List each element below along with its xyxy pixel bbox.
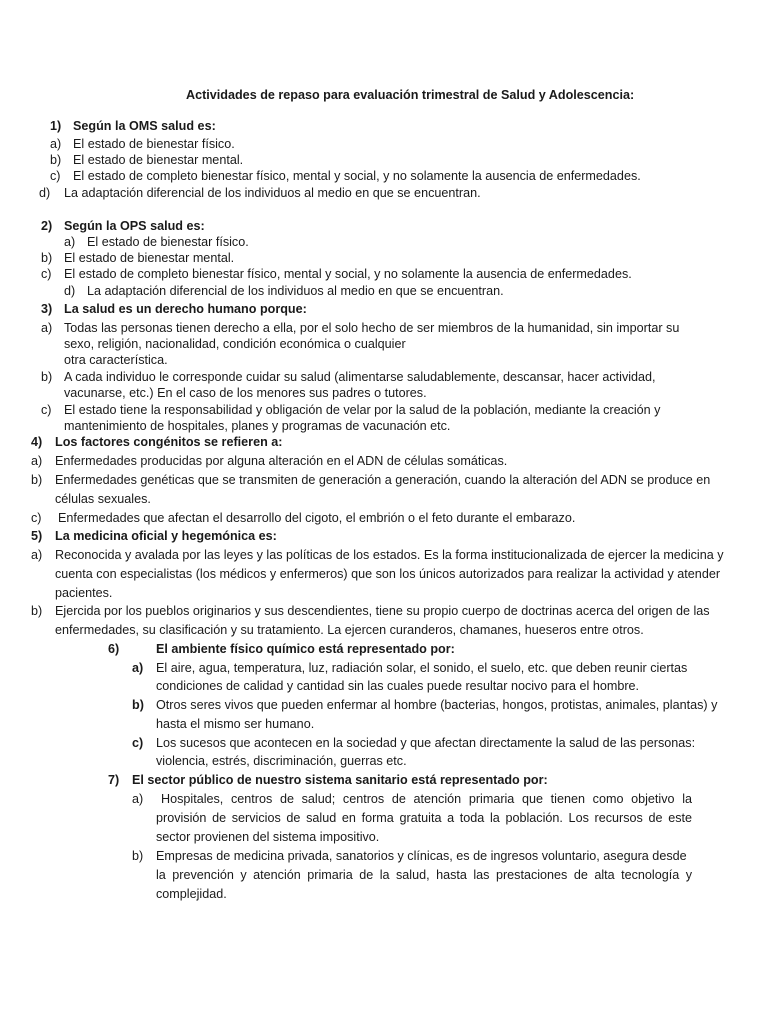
q4-question: Los factores congénitos se refieren a: — [55, 435, 283, 449]
q5-question: La medicina oficial y hegemónica es: — [55, 529, 277, 543]
q6-option-b-line2: hasta el mismo ser humano. — [156, 717, 315, 731]
q5-option-a-line1: Reconocida y avalada por las leyes y las políticas de los estados. Es la forma institucionalizada de ejercer la medicina y — [55, 548, 724, 562]
q6-option-a-line1: El aire, agua, temperatura, luz, radiación solar, el sonido, el suelo, etc. que deben reunir ciertas — [156, 661, 688, 675]
q4-option-b-line2: células sexuales. — [55, 492, 151, 506]
q6-question: El ambiente físico químico está representado por: — [156, 642, 455, 656]
q6-number: 6) — [108, 642, 120, 656]
q3-option-c-line1: El estado tiene la responsabilidad y obligación de velar por la salud de la población, mediante la creación y — [64, 403, 661, 417]
q1-option-b-key: b) — [50, 153, 62, 167]
q5-option-b-line1: Ejercida por los pueblos originarios y sus descendientes, tiene su propio cuerpo de doctrinas acerca del origen de las — [55, 604, 710, 618]
q6-option-b-key: b) — [132, 698, 144, 712]
q7-option-b-line1: Empresas de medicina privada, sanatorios y clínicas, es de ingresos voluntario, asegura desde — [156, 849, 687, 863]
q3-option-a-line3: otra característica. — [64, 353, 168, 367]
q5-option-b-line2: enfermedades, su clasificación y su tratamiento. La ejercen curanderos, chamanes, hueseros entre otros. — [55, 623, 644, 637]
q3-option-b-line2: vacunarse, etc.) En el caso de los menores sus padres o tutores. — [64, 386, 427, 400]
q1-option-c: El estado de completo bienestar físico, mental y social, y no solamente la ausencia de enfermedades. — [73, 169, 641, 183]
q7-question: El sector público de nuestro sistema sanitario está representado por: — [132, 773, 548, 787]
q5-option-b-key: b) — [31, 604, 43, 618]
q2-option-b: El estado de bienestar mental. — [64, 251, 235, 265]
q6-option-a-line2: condiciones de calidad y cantidad sin las cuales puede resultar nocivo para el hombre. — [156, 679, 640, 693]
q5-option-a-key: a) — [31, 548, 43, 562]
q1-option-d-key: d) — [39, 186, 51, 200]
q1-option-d: La adaptación diferencial de los individuos al medio en que se encuentran. — [64, 186, 481, 200]
q6-option-c-line2: violencia, estrés, discriminación, guerras etc. — [156, 754, 407, 768]
q1-option-a-key: a) — [50, 137, 62, 151]
q6-option-a-key: a) — [132, 661, 144, 675]
q6-option-c-line1: Los sucesos que acontecen en la sociedad y que afectan directamente la salud de las personas: — [156, 736, 696, 750]
q6-option-c-key: c) — [132, 736, 144, 750]
q4-option-a: Enfermedades producidas por alguna alteración en el ADN de células somáticas. — [55, 454, 508, 468]
q6-option-b-line1: Otros seres vivos que pueden enfermar al hombre (bacterias, hongos, protistas, animales, plantas) y — [156, 698, 718, 712]
q4-option-a-key: a) — [31, 454, 43, 468]
q7-option-a-line3: sector provienen del sistema impositivo. — [156, 830, 380, 844]
q3-option-b-line1: A cada individuo le corresponde cuidar su salud (alimentarse saludablemente, descansar, hacer actividad, — [64, 370, 656, 384]
q4-number: 4) — [31, 435, 43, 449]
document-title: Actividades de repaso para evaluación trimestral de Salud y Adolescencia: — [186, 88, 635, 102]
q4-option-c: Enfermedades que afectan el desarrollo del cigoto, el embrión o el feto durante el embarazo. — [58, 511, 576, 525]
q2-option-d: La adaptación diferencial de los individuos al medio en que se encuentran. — [87, 284, 504, 298]
q2-option-d-key: d) — [64, 284, 76, 298]
q1-number: 1) — [50, 119, 62, 133]
q7-option-a-line1: Hospitales, centros de salud; centros de atención primaria que tienen como objetivo la — [161, 792, 692, 806]
q3-option-b-key: b) — [41, 370, 53, 384]
q4-option-b-line1: Enfermedades genéticas que se transmiten de generación a generación, cuando la alteración del ADN se produce en — [55, 473, 711, 487]
q3-number: 3) — [41, 302, 53, 316]
q1-option-a: El estado de bienestar físico. — [73, 137, 235, 151]
q3-option-a-line1: Todas las personas tienen derecho a ella, por el solo hecho de ser miembros de la humanidad, sin importar su — [64, 321, 680, 335]
q7-option-b-key: b) — [132, 849, 144, 863]
q2-number: 2) — [41, 219, 53, 233]
q5-option-a-line3: pacientes. — [55, 586, 113, 600]
q3-option-c-line2: mantenimiento de hospitales, planes y programas de vacunación etc. — [64, 419, 451, 433]
q2-option-c-key: c) — [41, 267, 52, 281]
q3-question: La salud es un derecho humano porque: — [64, 302, 307, 316]
q1-option-b: El estado de bienestar mental. — [73, 153, 244, 167]
q3-option-c-key: c) — [41, 403, 52, 417]
q7-option-a-line2: provisión de servicios de salud en forma gratuita a toda la población. Los recursos de este — [156, 811, 692, 825]
q3-option-a-line2: sexo, religión, nacionalidad, condición económica o cualquier — [64, 337, 406, 351]
q7-option-b-line2: la prevención y atención primaria de la salud, hasta las prestaciones de alta tecnología y — [156, 868, 692, 882]
q2-option-b-key: b) — [41, 251, 53, 265]
q5-number: 5) — [31, 529, 43, 543]
q2-option-a: El estado de bienestar físico. — [87, 235, 249, 249]
q1-option-c-key: c) — [50, 169, 61, 183]
q2-option-c: El estado de completo bienestar físico, mental y social, y no solamente la ausencia de enfermedades. — [64, 267, 632, 281]
q7-option-b-line3: complejidad. — [156, 887, 227, 901]
q3-option-a-key: a) — [41, 321, 53, 335]
q2-question: Según la OPS salud es: — [64, 219, 205, 233]
q1-question: Según la OMS salud es: — [73, 119, 216, 133]
q7-number: 7) — [108, 773, 120, 787]
q5-option-a-line2: cuenta con especialistas (los médicos y enfermeros) que son los únicos autorizados para realizar la actividad y atender — [55, 567, 721, 581]
q2-option-a-key: a) — [64, 235, 76, 249]
q4-option-b-key: b) — [31, 473, 43, 487]
q7-option-a-key: a) — [132, 792, 144, 806]
q4-option-c-key: c) — [31, 511, 42, 525]
